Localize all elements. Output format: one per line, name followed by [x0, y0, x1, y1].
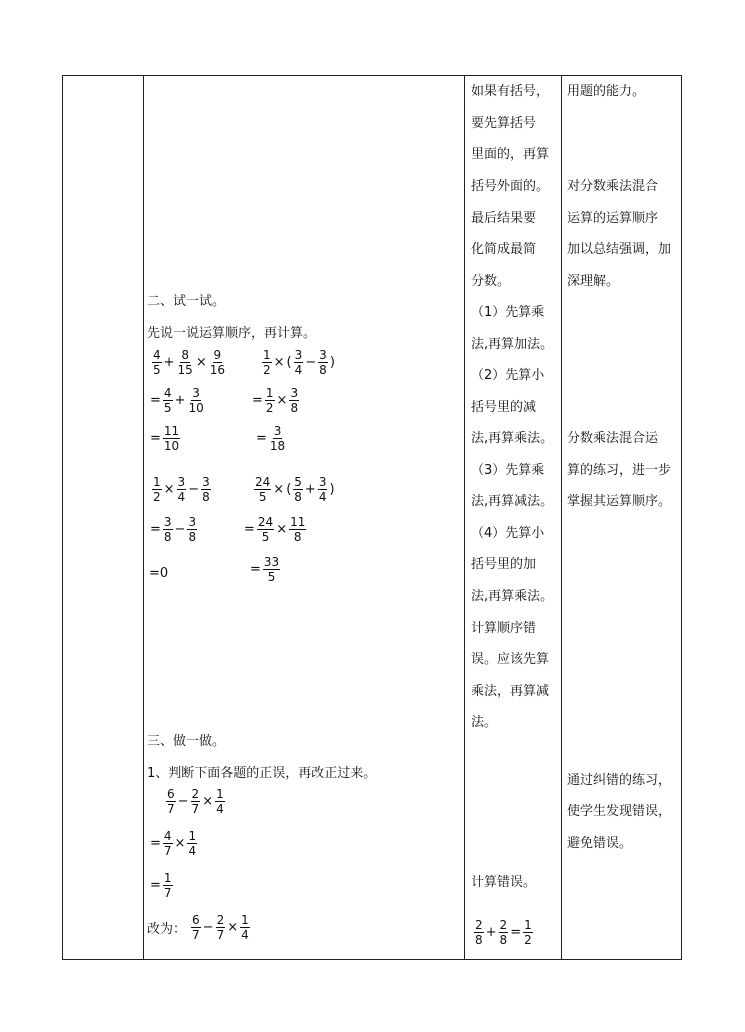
student-text: 括号里的加 — [471, 557, 537, 572]
math-expression: $\frac{2}{8}$ + $\frac{2}{8}$ = $\frac{1}{2}$ — [475, 918, 532, 947]
math-step: = $\frac{1}{2}$ × $\frac{3}{8}$ — [252, 386, 299, 415]
math-step: = $\frac{1}{7}$ — [150, 871, 172, 900]
math-expression: $\frac{6}{7}$ − $\frac{2}{7}$ × $\frac{1}{4}$ — [167, 787, 224, 816]
intent-text: 加以总结强调，加 — [567, 242, 672, 257]
student-text: 里面的，再算 — [471, 147, 550, 162]
intent-text: 分数乘法混合运 — [567, 431, 659, 446]
student-text: 法,再算加法。 — [471, 337, 554, 352]
student-activity-column — [465, 75, 559, 960]
intent-text: 对分数乘法混合 — [567, 179, 659, 194]
student-calc-error: 计算错误。 — [471, 875, 537, 890]
student-text: 法,再算减法。 — [471, 494, 554, 509]
design-intent-column — [563, 75, 680, 960]
student-text: 法,再算乘法。 — [471, 431, 554, 446]
student-text: 要先算括号 — [471, 116, 537, 131]
column-divider — [561, 76, 562, 959]
math-expression: $\frac{1}{2}$ × ( $\frac{3}{4}$ − $\frac{3}{8}$ ) — [263, 348, 335, 377]
student-text: 计算顺序错 — [471, 621, 537, 636]
teacher-activity-column — [143, 75, 461, 960]
intent-text: 通过纠错的练习， — [567, 773, 672, 788]
correction-expression: 改为： $\frac{6}{7}$ − $\frac{2}{7}$ × $\frac{1}{4}$ — [147, 913, 249, 942]
math-step: = $\frac{33}{5}$ — [250, 555, 280, 584]
student-text: （3）先算乘 — [471, 463, 545, 478]
student-text: 乘法，再算减 — [471, 684, 550, 699]
student-text: 化简成最简 — [471, 242, 537, 257]
section-3-title: 三、做一做。 — [147, 734, 226, 749]
intent-text: 避免错误。 — [567, 836, 633, 851]
math-step: =0 — [149, 566, 169, 581]
math-step: = $\frac{24}{5}$ × $\frac{11}{8}$ — [244, 515, 306, 544]
intent-text: 运算的运算顺序 — [567, 211, 659, 226]
student-text: （4）先算小 — [471, 526, 545, 541]
fraction: $\frac{9}{16}$ — [209, 348, 226, 377]
student-text: 误。应该先算 — [471, 652, 550, 667]
fraction: $\frac{8}{15}$ — [177, 348, 193, 377]
fraction: $\frac{4}{5}$ — [153, 348, 161, 377]
student-text: 法,再算乘法。 — [471, 589, 554, 604]
math-expression: $\frac{24}{5}$ × ( $\frac{5}{8}$ + $\frac{3}{4}$ ) — [255, 475, 335, 504]
math-expression: $\frac{1}{2}$ × $\frac{3}{4}$ − $\frac{3}{8}$ — [153, 475, 210, 504]
student-text: 分数。 — [471, 274, 511, 289]
math-step: = $\frac{3}{18}$ — [256, 424, 286, 453]
student-text: 法。 — [471, 715, 498, 730]
intent-text: 算的练习，进一步 — [567, 463, 672, 478]
section-2-instruction: 先说一说运算顺序，再计算。 — [147, 326, 317, 341]
student-text: （2）先算小 — [471, 368, 545, 383]
section-3-item-1: 1、判断下面各题的正误，再改正过来。 — [147, 766, 377, 781]
student-text: 括号里的减 — [471, 400, 537, 415]
section-2-title: 二、试一试。 — [147, 294, 226, 309]
student-text: 括号外面的。 — [471, 179, 550, 194]
math-step: = $\frac{4}{5}$ + $\frac{3}{10}$ — [150, 386, 204, 415]
intent-text: 使学生发现错误， — [567, 804, 672, 819]
student-text: （1）先算乘 — [471, 305, 545, 320]
intent-text: 用题的能力。 — [567, 84, 646, 99]
intent-text: 深理解。 — [567, 274, 620, 289]
correction-label: 改为： — [147, 922, 187, 937]
student-text: 如果有括号， — [471, 84, 550, 99]
math-step: = $\frac{11}{10}$ — [150, 424, 180, 453]
math-step: = $\frac{4}{7}$ × $\frac{1}{4}$ — [150, 829, 197, 858]
intent-text: 掌握其运算顺序。 — [567, 494, 672, 509]
math-step: = $\frac{3}{8}$ − $\frac{3}{8}$ — [150, 515, 197, 544]
student-text: 最后结果要 — [471, 211, 537, 226]
math-expression: $\frac{4}{5}$ + $\frac{8}{15}$ × $\frac{9}{16}$ — [153, 348, 226, 377]
